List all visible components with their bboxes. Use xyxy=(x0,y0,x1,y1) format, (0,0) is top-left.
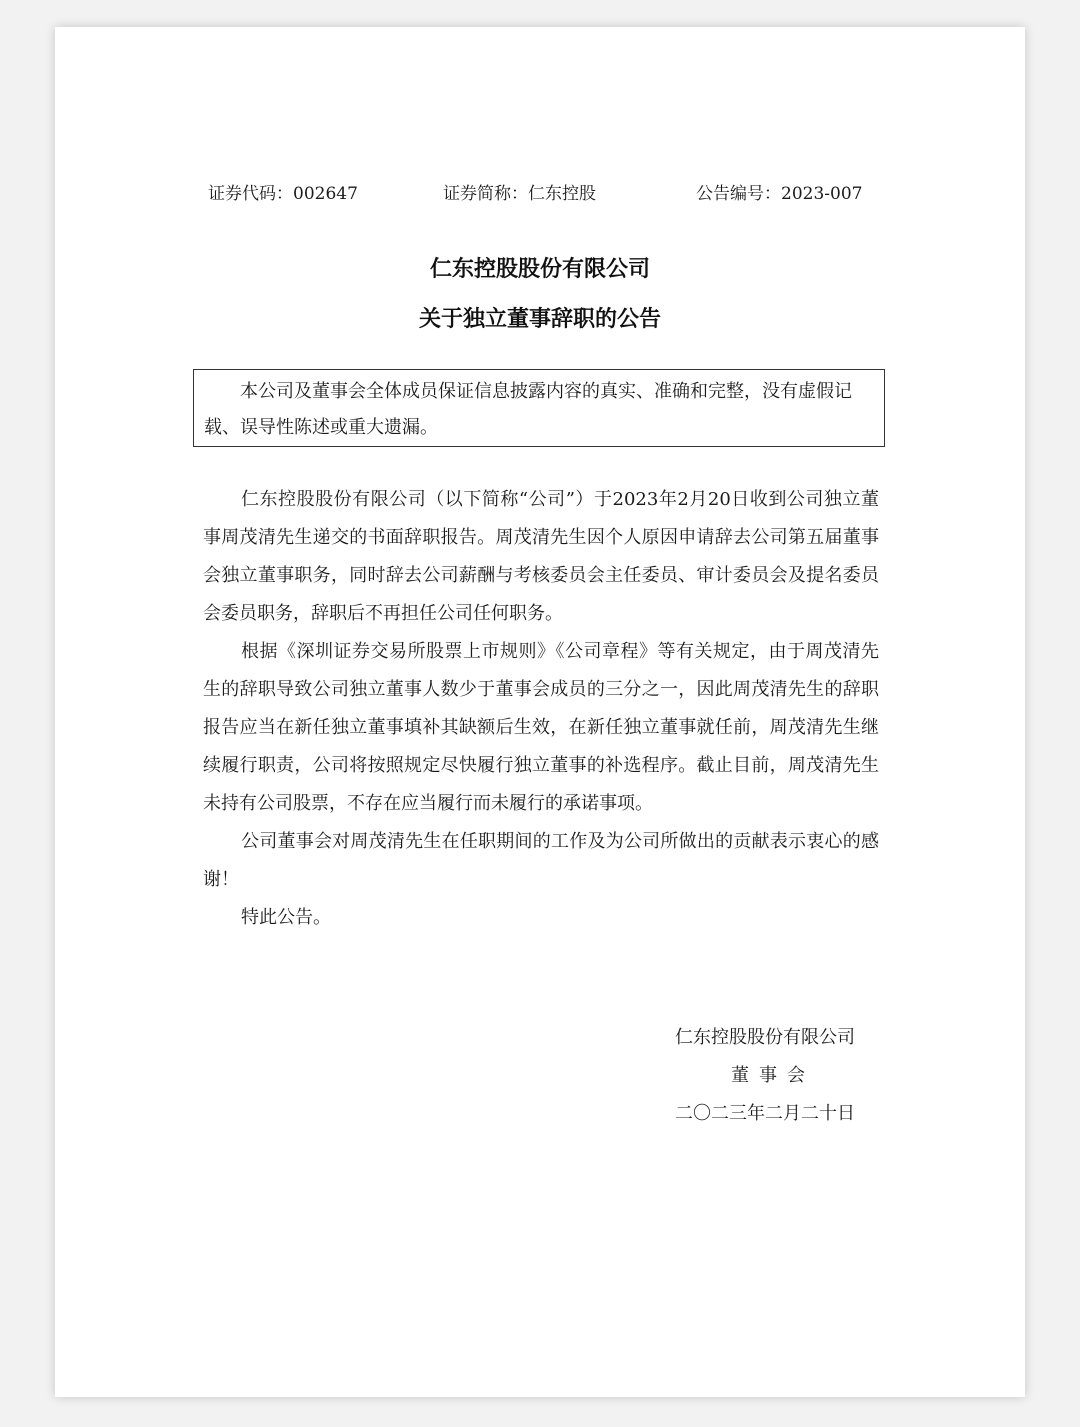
announcement-body xyxy=(203,481,879,937)
signature-block xyxy=(675,1019,885,1133)
document-header xyxy=(55,179,1025,205)
document-page xyxy=(55,27,1025,1397)
announcement-number: 公告编号：2023-007 xyxy=(696,184,863,204)
signature-date: 二〇二三年二月二十日 xyxy=(675,1103,855,1124)
disclosure-notice-box xyxy=(193,369,885,447)
signature-company: 仁东控股股份有限公司 xyxy=(675,1027,855,1048)
announcement-title: 关于独立董事辞职的公告 xyxy=(418,307,661,332)
body-paragraph: 公司董事会对周茂清先生在任职期间的工作及为公司所做出的贡献表示衷心的感谢！ xyxy=(203,831,879,890)
stock-code: 证券代码：002647 xyxy=(208,184,358,204)
company-title: 仁东控股股份有限公司 xyxy=(429,257,650,282)
body-paragraph: 仁东控股股份有限公司（以下简称“公司”）于2023年2月20日收到公司独立董事周茂清先生递交的书面辞职报告。周茂清先生因个人原因申请辞去公司第五届董事会独立董事职务，同时辞去公司薪酬与考核委员会主任委员、审计委员会及提名委员会委员职务，辞职后不再担任公司任何职务。 xyxy=(203,489,879,624)
signature-board: 董事会 xyxy=(731,1065,815,1086)
stock-short-name: 证券简称：仁东控股 xyxy=(443,184,596,204)
body-paragraph: 特此公告。 xyxy=(241,907,331,928)
body-paragraph: 根据《深圳证券交易所股票上市规则》《公司章程》等有关规定，由于周茂清先生的辞职导致公司独立董事人数少于董事会成员的三分之一，因此周茂清先生的辞职报告应当在新任独立董事填补其缺额后生效，在新任独立董事就任前，周茂清先生继续履行职责，公司将按照规定尽快履行独立董事的补选程序。截止目前，周茂清先生未持有公司股票，不存在应当履行而未履行的承诺事项。 xyxy=(203,641,879,814)
disclosure-notice-text: 本公司及董事会全体成员保证信息披露内容的真实、准确和完整，没有虚假记载、误导性陈述或重大遗漏。 xyxy=(204,381,852,438)
